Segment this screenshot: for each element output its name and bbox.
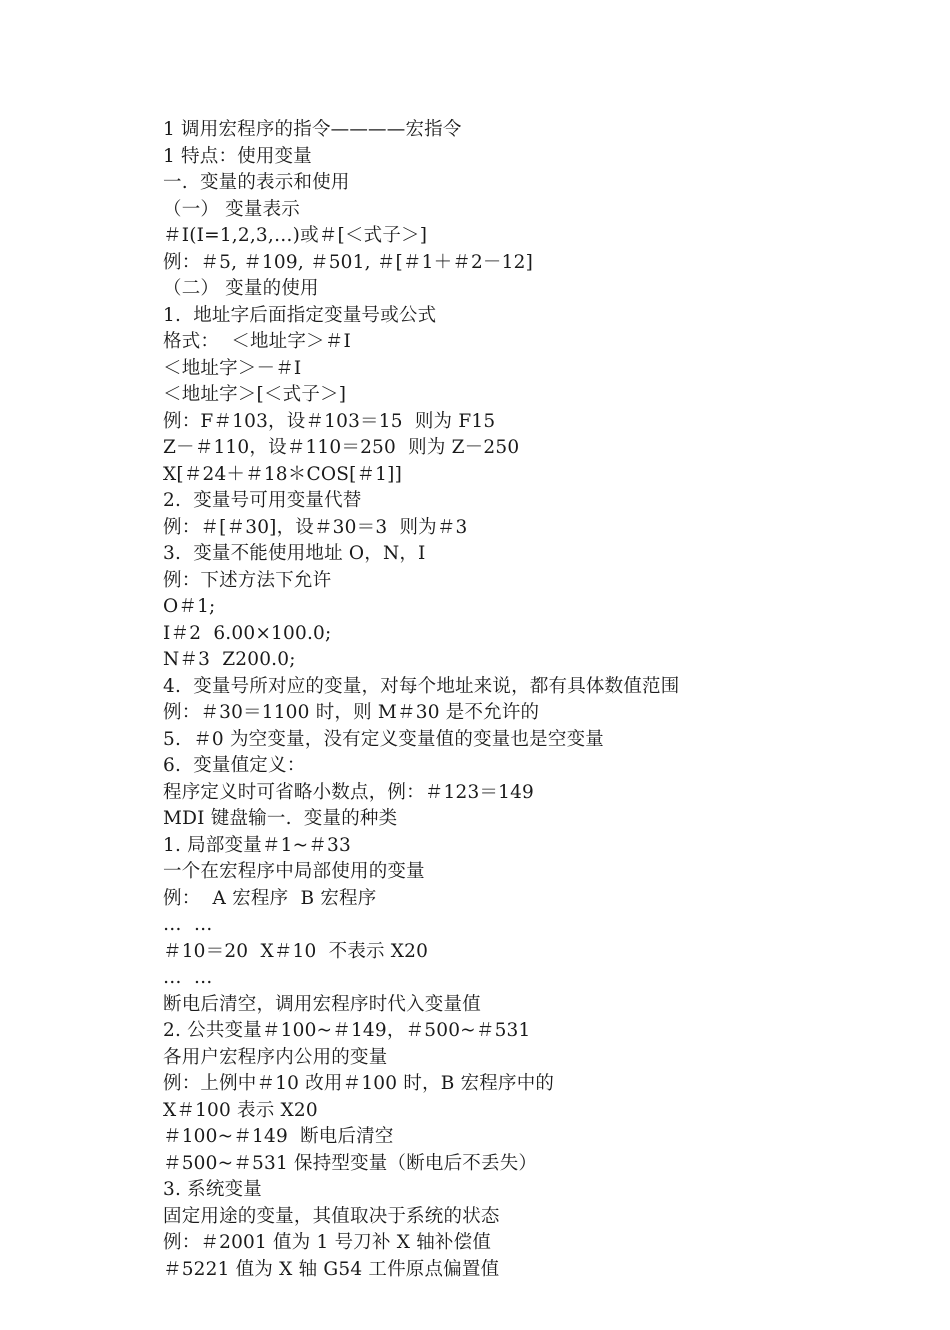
text-line: … …: [163, 967, 213, 988]
text-line: 格式： ＜地址字＞＃I: [163, 331, 351, 352]
text-line: 例：下述方法下允许: [163, 569, 332, 591]
text-line: ＃500~＃531 保持型变量（断电后不丢失）: [163, 1152, 538, 1174]
text-line: 1. 地址字后面指定变量号或公式: [163, 304, 437, 326]
text-line: ＃10＝20 X＃10 不表示 X20: [163, 940, 429, 962]
text-line: 1 调用宏程序的指令————宏指令: [163, 119, 462, 140]
text-line: 2. 变量号可用变量代替: [163, 490, 362, 511]
text-line: （二） 变量的使用: [163, 278, 319, 299]
text-line: 例：＃30＝1100 时，则 M＃30 是不允许的: [163, 702, 540, 723]
text-line: ＜地址字＞－＃I: [163, 357, 302, 379]
text-line: 6. 变量值定义：: [163, 755, 306, 776]
text-line: 固定用途的变量，其值取决于系统的状态: [163, 1205, 500, 1227]
text-line: Z－＃110，设＃110＝250 则为 Z－250: [163, 437, 520, 458]
text-line: 例：＃5, ＃109, ＃501, ＃[＃1＋＃2－12]: [163, 251, 533, 273]
text-line: ＃I(I=1,2,3,…)或＃[＜式子＞]: [163, 225, 428, 246]
text-line: X[＃24＋＃18＊COS[＃1]]: [163, 463, 402, 485]
document-body: [163, 117, 883, 1283]
text-line: ＃5221 值为 X 轴 G54 工件原点偏置值: [163, 1258, 500, 1280]
text-line: 2. 公共变量＃100~＃149，＃500~＃531: [163, 1020, 531, 1041]
text-line: 一个在宏程序中局部使用的变量: [163, 861, 425, 882]
text-line: 例：＃[＃30]，设＃30＝3 则为＃3: [163, 516, 468, 538]
text-line: （一） 变量表示: [163, 198, 300, 220]
text-line: 程序定义时可省略小数点，例：＃123＝149: [163, 781, 535, 803]
text-line: 断电后清空，调用宏程序时代入变量值: [163, 993, 481, 1015]
text-line: N＃3 Z200.0;: [163, 649, 296, 670]
text-line: O＃1;: [163, 596, 216, 617]
text-line: X＃100 表示 X20: [163, 1099, 318, 1121]
text-line: 4. 变量号所对应的变量，对每个地址来说，都有具体数值范围: [163, 675, 680, 697]
text-line: 例：上例中＃10 改用＃100 时，B 宏程序中的: [163, 1073, 555, 1094]
text-line: ＃100~＃149 断电后清空: [163, 1126, 394, 1147]
text-line: ＜地址字＞[＜式子＞]: [163, 384, 347, 405]
text-line: 各用户宏程序内公用的变量: [163, 1046, 388, 1068]
text-line: 3. 系统变量: [163, 1179, 262, 1200]
text-line: 例：＃2001 值为 1 号刀补 X 轴补偿值: [163, 1232, 492, 1253]
text-line: … …: [163, 914, 213, 935]
text-line: 3. 变量不能使用地址 O，N，I: [163, 543, 426, 564]
text-line: I＃2 6.00×100.0;: [163, 622, 332, 644]
text-line: 例：F＃103，设＃103＝15 则为 F15: [163, 410, 496, 432]
text-line: 例： A 宏程序 B 宏程序: [163, 887, 377, 909]
text-line: MDI 键盘输一. 变量的种类: [163, 808, 398, 829]
text-line: 1. 局部变量＃1~＃33: [163, 834, 351, 856]
text-line: 1 特点：使用变量: [163, 145, 312, 167]
text-line: 5. ＃0 为空变量，没有定义变量值的变量也是空变量: [163, 728, 604, 750]
text-line: 一. 变量的表示和使用: [163, 172, 350, 193]
